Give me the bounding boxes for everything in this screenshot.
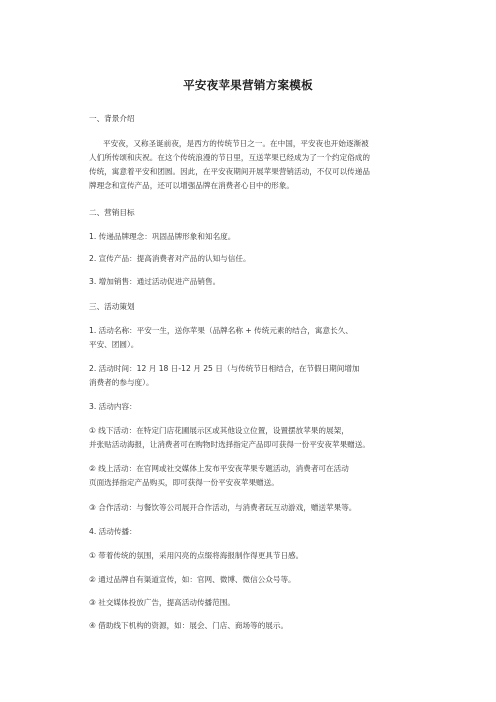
spread-heading: 4. 活动传播：	[89, 527, 137, 536]
paragraph-line: 传统，寓意着平安和团圆。因此，在平安夜期间开展苹果营销活动，不仅可以传递品	[89, 167, 370, 176]
spread-item: ③ 社交媒体投放广告，提高活动传播范围。	[89, 598, 235, 607]
goal-item: 2. 宣传产品：提高消费者对产品的认知与信任。	[89, 254, 251, 263]
plan-name-line: 1. 活动名称：平安一生，送你苹果（品牌名称 + 传统元素的结合，寓意长久、	[89, 326, 353, 335]
offline-activity-line: ① 线下活动：在特定门店花圃展示区或其他设立位置，设置摆放苹果的展架，	[89, 426, 349, 435]
online-activity-line: 页面选择指定产品购买，即可获得一份平安夜苹果赠送。	[89, 478, 279, 487]
spread-item: ① 带着传统的氛围，采用闪亮的点缀将海报制作得更具节日感。	[89, 551, 304, 560]
goal-item: 3. 增加销售：通过活动促进产品销售。	[89, 277, 221, 286]
online-activity-line: ② 线上活动：在官网或社交媒体上发布平安夜苹果专题活动，消费者可在活动	[89, 464, 349, 473]
plan-time-line: 消费者的参与度）。	[89, 378, 154, 387]
spread-item: ② 通过品牌自有渠道宣传，如：官网、微博、微信公众号等。	[89, 575, 296, 584]
plan-content-heading: 3. 活动内容：	[89, 402, 137, 411]
section-heading-goals: 二、营销目标	[89, 208, 135, 217]
paragraph-line: 人们所传颂和庆祝。在这个传统浪漫的节日里，互送苹果已经成为了一个约定俗成的	[89, 153, 370, 162]
section-heading-plan: 三、活动策划	[89, 302, 135, 311]
section-heading-background: 一、背景介绍	[89, 114, 135, 123]
paragraph-line: 平安夜，又称圣诞前夜，是西方的传统节日之一。在中国，平安夜也开始逐渐被	[103, 139, 369, 148]
goal-item: 1. 传递品牌理念：巩固品牌形象和知名度。	[89, 232, 236, 241]
document-title: 平安夜苹果营销方案模板	[183, 78, 313, 92]
paragraph-line: 牌理念和宣传产品，还可以增强品牌在消费者心目中的形象。	[89, 181, 295, 190]
coop-activity-line: ③ 合作活动：与餐饮等公司展开合作活动，与消费者玩互动游戏，赠送苹果等。	[89, 503, 357, 512]
spread-item: ④ 借助线下机构的资源，如：展会、门店、商场等的展示。	[89, 621, 289, 630]
offline-activity-line: 并张贴活动海报，让消费者可在购物时选择指定产品即可获得一份平安夜苹果赠送。	[89, 440, 370, 449]
plan-name-line: 平安、团圆）。	[89, 340, 139, 349]
plan-time-line: 2. 活动时间：12 月 18 日-12 月 25 日（与传统节日相结合，在节假日期间增加	[89, 364, 360, 373]
